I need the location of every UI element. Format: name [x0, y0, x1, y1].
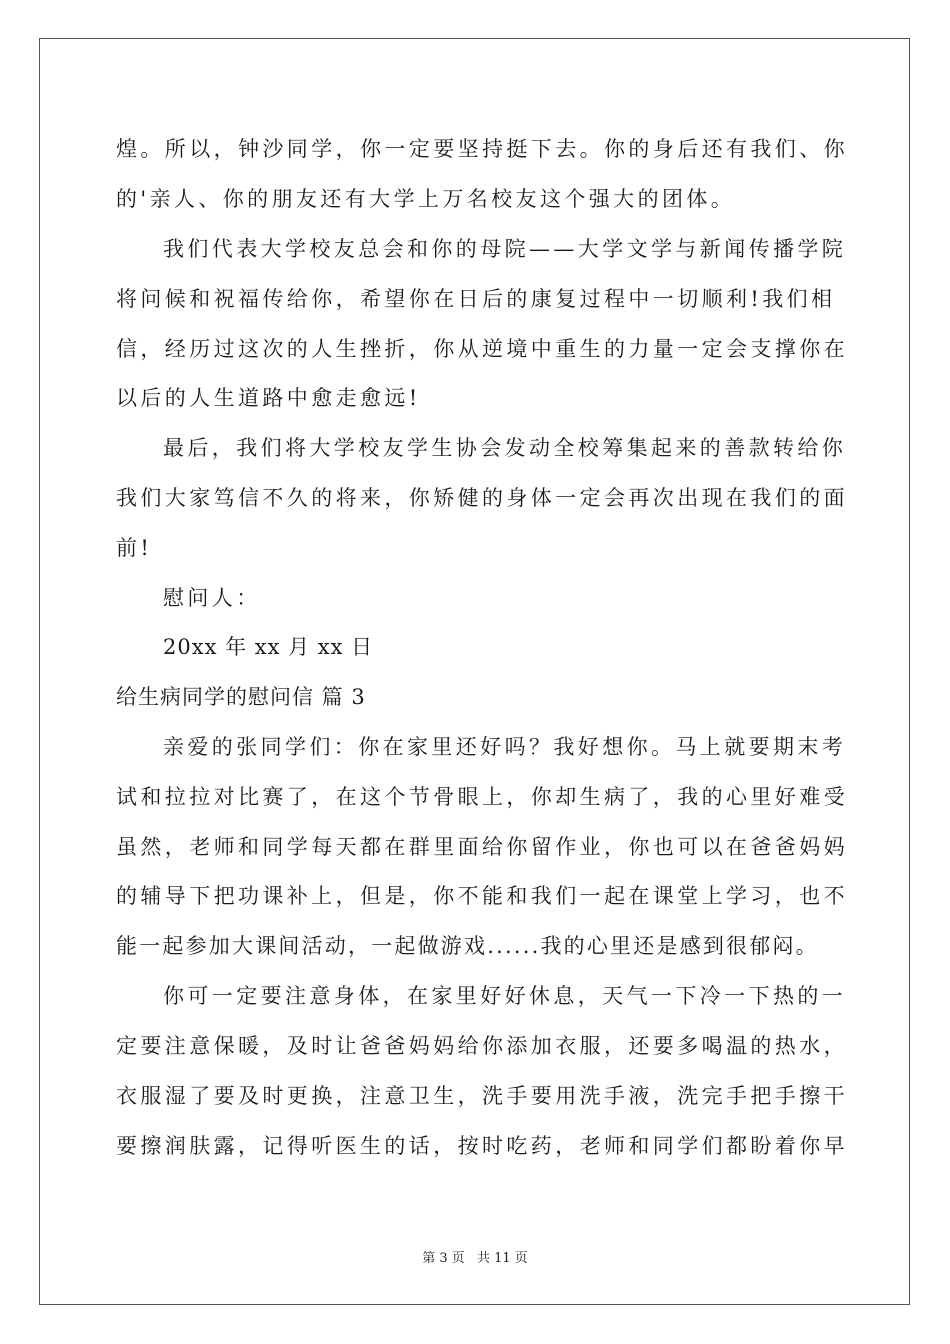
text-line: 煌。所以，钟沙同学，你一定要坚持挺下去。你的身后还有我们、你	[116, 137, 848, 161]
page-number: 第 3 页	[422, 1251, 465, 1266]
section-heading: 给生病同学的慰问信 篇 3	[116, 685, 366, 709]
text-line: 的辅导下把功课补上，但是，你不能和我们一起在课堂上学习，也不	[116, 884, 848, 908]
paragraph-start: 你可一定要注意身体，在家里好好休息，天气一下冷一下热的一	[163, 984, 847, 1008]
paragraph-start: 我们代表大学校友总会和你的母院——大学文学与新闻传播学院	[163, 237, 847, 261]
text-line: 要擦润肤露，记得听医生的话，按时吃药，老师和同学们都盼着你早	[116, 1134, 848, 1158]
text-line: 信，经历过这次的人生挫折，你从逆境中重生的力量一定会支撑你在	[116, 337, 848, 361]
signature-label: 慰问人：	[163, 586, 261, 610]
text-line: 的'亲人、你的朋友还有大学上万名校友这个强大的团体。	[116, 187, 736, 211]
text-line: 能一起参加大课间活动，一起做游戏......我的心里还是感到很郁闷。	[116, 934, 819, 958]
text-line: 虽然，老师和同学每天都在群里面给你留作业，你也可以在爸爸妈妈	[116, 835, 848, 859]
text-line: 前!	[116, 536, 153, 560]
text-line: 衣服湿了要及时更换，注意卫生，洗手要用洗手液，洗完手把手擦干	[116, 1084, 848, 1108]
paragraph-start: 最后，我们将大学校友学生协会发动全校筹集起来的善款转给你	[163, 436, 847, 460]
page-border	[39, 38, 910, 1305]
text-line: 定要注意保暖，及时让爸爸妈妈给你添加衣服，还要多喝温的热水，	[116, 1034, 848, 1058]
page-total: 共 11 页	[476, 1251, 528, 1266]
text-line: 我们大家笃信不久的将来，你矫健的身体一定会再次出现在我们的面	[116, 486, 848, 510]
text-line: 将问候和祝福传给你，希望你在日后的康复过程中一切顺利!我们相	[116, 287, 836, 311]
text-line: 以后的人生道路中愈走愈远!	[116, 386, 421, 410]
paragraph-start: 亲爱的张同学们：你在家里还好吗？我好想你。马上就要期末考	[163, 735, 847, 759]
text-line: 试和拉拉对比赛了，在这个节骨眼上，你却生病了，我的心里好难受	[116, 785, 848, 809]
page-footer	[0, 1247, 950, 1266]
date-line: 20xx 年 xx 月 xx 日	[163, 635, 374, 659]
